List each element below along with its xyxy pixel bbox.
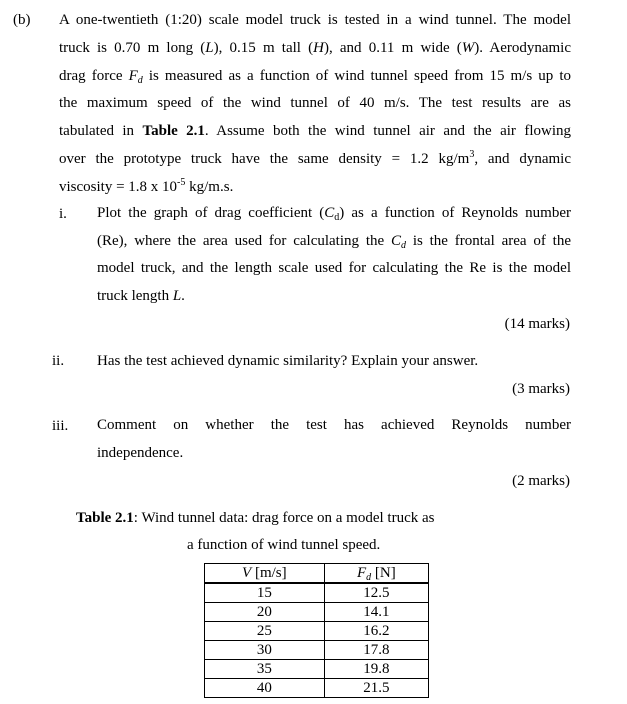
statement-line-4: the maximum speed of the wind tunnel of 40 m/s. The test results are as: [59, 95, 571, 112]
table-row: [205, 679, 429, 698]
table-row: [205, 603, 429, 622]
force-cell: 12.5: [324, 583, 428, 603]
question-i-line-2: (Re), where the area used for calculating the $C_d$ is the frontal area of the: [97, 232, 571, 251]
question-i-line-4: truck length L.: [97, 287, 185, 304]
question-ii-text: Has the test achieved dynamic similarity? Explain your answer.: [97, 353, 479, 369]
force-cell: 19.8: [324, 660, 428, 679]
table-row: [205, 660, 429, 679]
problem-statement: [59, 7, 571, 202]
question-number-i: i.: [59, 206, 67, 222]
table-row: [205, 583, 429, 603]
question-i-line-3: model truck, and the length scale used for calculating the Re is the model: [97, 260, 571, 277]
table-row: [205, 641, 429, 660]
statement-line-6: over the prototype truck have the same density = 1.2 $kg/m^3$, and dynamic: [59, 148, 572, 167]
velocity-cell: 35: [205, 660, 325, 679]
velocity-cell: 30: [205, 641, 325, 660]
question-i-text: [97, 200, 571, 310]
question-iii-text: [97, 412, 571, 467]
statement-line-3: drag force $F_d$ is measured as a function of wind tunnel speed from 15 m/s up to: [59, 67, 571, 86]
table-caption: [76, 510, 435, 527]
force-cell: 17.8: [324, 641, 428, 660]
velocity-cell: 20: [205, 603, 325, 622]
velocity-cell: 25: [205, 622, 325, 641]
velocity-cell: 15: [205, 583, 325, 603]
header-drag-force: $F_d$ [N]: [324, 564, 428, 584]
part-label: (b): [13, 12, 31, 28]
question-iii-marks: (2 marks): [512, 473, 570, 489]
header-velocity: V [m/s]: [205, 564, 325, 584]
question-number-ii: ii.: [52, 353, 65, 369]
force-cell: 21.5: [324, 679, 428, 698]
velocity-cell: 40: [205, 679, 325, 698]
statement-line-2: truck is 0.70 m long (L), 0.15 m tall (H), and 0.11 m wide (W). Aerodynamic: [59, 39, 571, 56]
force-cell: 16.2: [324, 622, 428, 641]
question-ii-marks: (3 marks): [512, 381, 570, 397]
question-i-marks: (14 marks): [504, 316, 570, 332]
force-cell: 14.1: [324, 603, 428, 622]
table-caption-line-2: a function of wind tunnel speed.: [187, 537, 381, 553]
question-i-line-1: Plot the graph of drag coefficient $(C_d)$ as a function of Reynolds number: [97, 205, 572, 223]
wind-tunnel-data-table: [204, 563, 429, 698]
table-caption-label: Table 2.1: [76, 510, 134, 526]
question-iii-line-1: Comment on whether the test has achieved Reynolds number: [97, 417, 571, 433]
question-iii-line-2: independence.: [97, 444, 184, 461]
table-row: [205, 622, 429, 641]
table-caption-line-1: : Wind tunnel data: drag force on a model truck as: [133, 510, 435, 526]
question-number-iii: iii.: [52, 418, 69, 434]
statement-line-7: viscosity = 1.8 x $10^{-5}$ kg/m.s.: [59, 176, 234, 195]
statement-line-1: A one-twentieth (1:20) scale model truck is tested in a wind tunnel. The model: [59, 12, 571, 28]
statement-line-5: tabulated in Table 2.1. Assume both the wind tunnel air and the air flowing: [59, 123, 571, 140]
table-header-row: [205, 564, 429, 584]
